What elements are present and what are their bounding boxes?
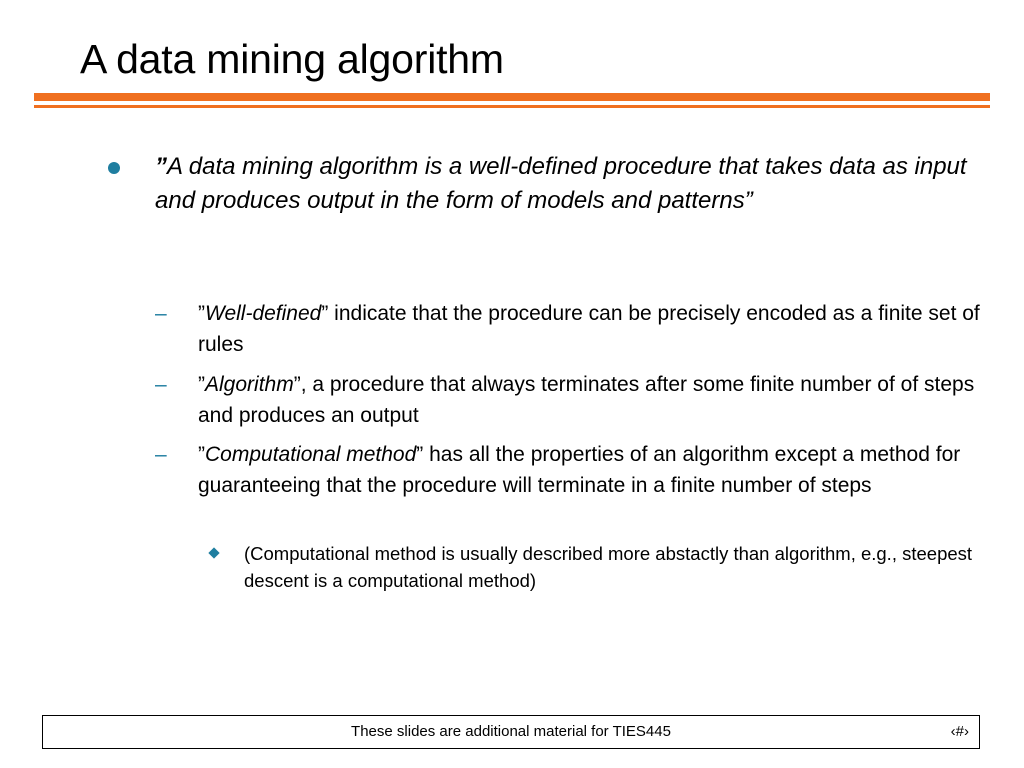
open-quote: ” <box>198 302 205 325</box>
definition: ” indicate that the procedure can be precisely encoded as a finite set of rules <box>198 302 980 356</box>
sub-point-algorithm <box>155 369 985 431</box>
term: Well-defined <box>205 302 322 325</box>
slide-footer <box>42 715 980 749</box>
footer-text: These slides are additional material for TIES445 <box>351 723 671 740</box>
circle-bullet-icon <box>108 162 120 174</box>
dash-bullet-icon: – <box>155 443 167 466</box>
main-quote-text <box>155 150 978 218</box>
main-quote-body: A data mining algorithm is a well-defined procedure that takes data as input and produces output in the form of models and patterns” <box>155 153 967 214</box>
title-rule-thick <box>34 93 990 101</box>
sub-point-computational-method <box>155 439 985 501</box>
dash-bullet-icon: – <box>155 373 167 396</box>
title-rule-thin <box>34 105 990 108</box>
definition: ” has all the properties of an algorithm except a method for guaranteeing that the procedure will terminate in a finite number of steps <box>198 443 961 497</box>
sub-sub-point-text: (Computational method is usually described more abstactly than algorithm, e.g., steepest descent is a computational method) <box>244 543 973 591</box>
term: Algorithm <box>205 373 294 396</box>
open-quote: ” <box>155 153 167 180</box>
sub-sub-point <box>207 540 987 594</box>
slide-title: A data mining algorithm <box>80 36 504 82</box>
definition: ”, a procedure that always terminates after some finite number of of steps and produces an output <box>198 373 975 427</box>
page-number: ‹#› <box>950 723 969 740</box>
term: Computational method <box>205 443 417 466</box>
open-quote: ” <box>198 443 205 466</box>
open-quote: ” <box>198 373 205 396</box>
dash-bullet-icon: – <box>155 302 167 325</box>
diamond-bullet-icon <box>208 547 219 558</box>
main-bullet-point <box>108 150 978 218</box>
sub-point-well-defined <box>155 298 985 360</box>
